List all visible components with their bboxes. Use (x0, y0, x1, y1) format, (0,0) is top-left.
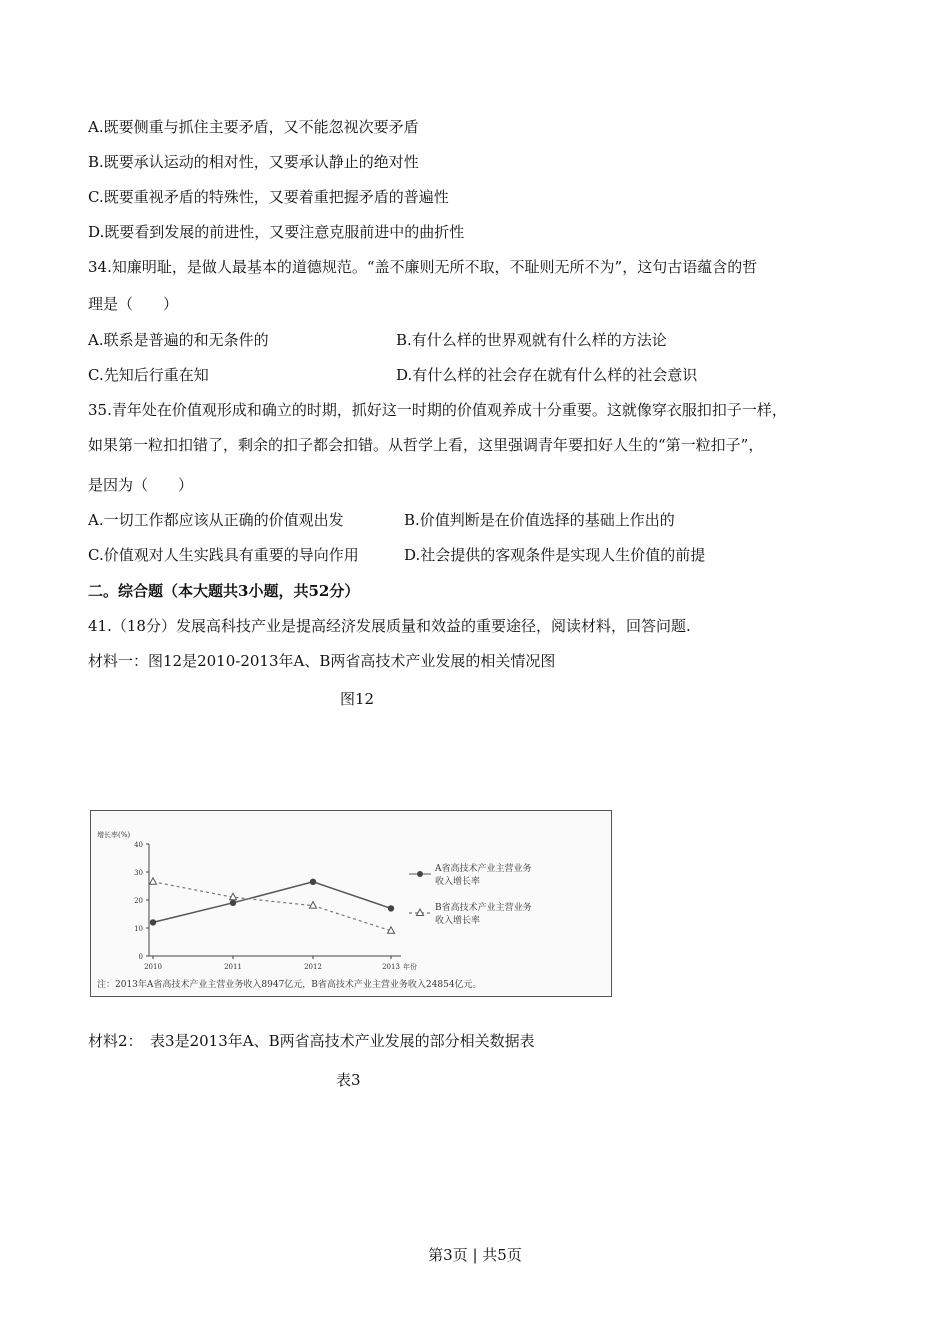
data-point-a (310, 879, 316, 885)
material-1: 材料一：图12是2010-2013年A、B两省高技术产业发展的相关情况图 (88, 652, 556, 670)
q34-option-b: B.有什么样的世界观就有什么样的方法论 (396, 331, 667, 349)
q35-stem: 35.青年处在价值观形成和确立的时期，抓好这一时期的价值观养成十分重要。这就像穿衣服扣扣子一样， (88, 401, 787, 419)
q41-stem: 41.（18分）发展高科技产业是提高经济发展质量和效益的重要途径，阅读材料，回答问题. (88, 617, 691, 635)
q35-option-b: B.价值判断是在价值选择的基础上作出的 (404, 511, 675, 529)
data-point-b (150, 878, 157, 885)
y-tick-label: 10 (134, 925, 143, 933)
q34-option-a: A.联系是普遍的和无条件的 (88, 331, 269, 349)
y-axis-label: 增长率(%) (97, 831, 131, 839)
y-tick-label: 20 (134, 897, 143, 905)
x-tick-label: 2013 (382, 963, 400, 971)
table-label: 表3 (336, 1071, 361, 1089)
x-tick-label: 2012 (304, 963, 322, 971)
q33-option-a: A.既要侧重与抓住主要矛盾，又不能忽视次要矛盾 (88, 118, 419, 136)
figure-label: 图12 (340, 690, 375, 708)
data-point-a (388, 905, 394, 911)
q34-stem: 34.知廉明耻，是做人最基本的道德规范。“盖不廉则无所不取，不耻则无所不为”，这句古语蕴含的哲 (88, 258, 758, 276)
q35-stem-3: 是因为（ ） (88, 476, 194, 494)
q35-option-c: C.价值观对人生实践具有重要的导向作用 (88, 546, 359, 564)
x-axis-label: 年份 (403, 963, 417, 971)
x-tick-label: 2010 (144, 963, 162, 971)
line-chart (90, 810, 612, 997)
series-line-b (153, 882, 391, 931)
q33-option-c: C.既要重视矛盾的特殊性，又要着重把握矛盾的普遍性 (88, 188, 449, 206)
legend-marker-a (417, 871, 423, 877)
legend-label-a: 收入增长率 (435, 877, 481, 887)
data-point-b (310, 902, 317, 909)
q34-option-d: D.有什么样的社会存在就有什么样的社会意识 (396, 366, 698, 384)
q33-option-d: D.既要看到发展的前进性，又要注意克服前进中的曲折性 (88, 223, 465, 241)
y-tick-label: 0 (138, 953, 143, 961)
page-footer: 第3页 | 共5页 (428, 1246, 522, 1264)
legend-label-b: 收入增长率 (435, 916, 481, 926)
section-heading: 二。综合题（本大题共3小题，共52分） (88, 582, 360, 600)
x-tick-label: 2011 (224, 963, 242, 971)
data-point-a (150, 919, 156, 925)
series-line-a (153, 882, 391, 923)
legend-label-a: A省高技术产业主营业务 (435, 864, 532, 874)
q35-option-a: A.一切工作都应该从正确的价值观出发 (88, 511, 344, 529)
y-tick-label: 40 (134, 841, 143, 849)
q35-stem-2: 如果第一粒扣扣错了，剩余的扣子都会扣错。从哲学上看，这里强调青年要扣好人生的“第一粒扣子”， (88, 436, 764, 454)
q33-option-b: B.既要承认运动的相对性，又要承认静止的绝对性 (88, 153, 419, 171)
legend-marker-b (417, 909, 424, 916)
data-point-a (230, 900, 236, 906)
y-tick-label: 30 (134, 869, 143, 877)
q35-option-d: D.社会提供的客观条件是实现人生价值的前提 (404, 546, 706, 564)
q34-option-c: C.先知后行重在知 (88, 366, 209, 384)
q34-stem-2: 理是（ ） (88, 295, 179, 313)
chart-note: 注：2013年A省高技术产业主营业务收入8947亿元，B省高技术产业主营业务收入24854亿元。 (97, 980, 482, 990)
material-2: 材料2： 表3是2013年A、B两省高技术产业发展的部分相关数据表 (88, 1032, 535, 1050)
legend-label-b: B省高技术产业主营业务 (435, 903, 532, 913)
